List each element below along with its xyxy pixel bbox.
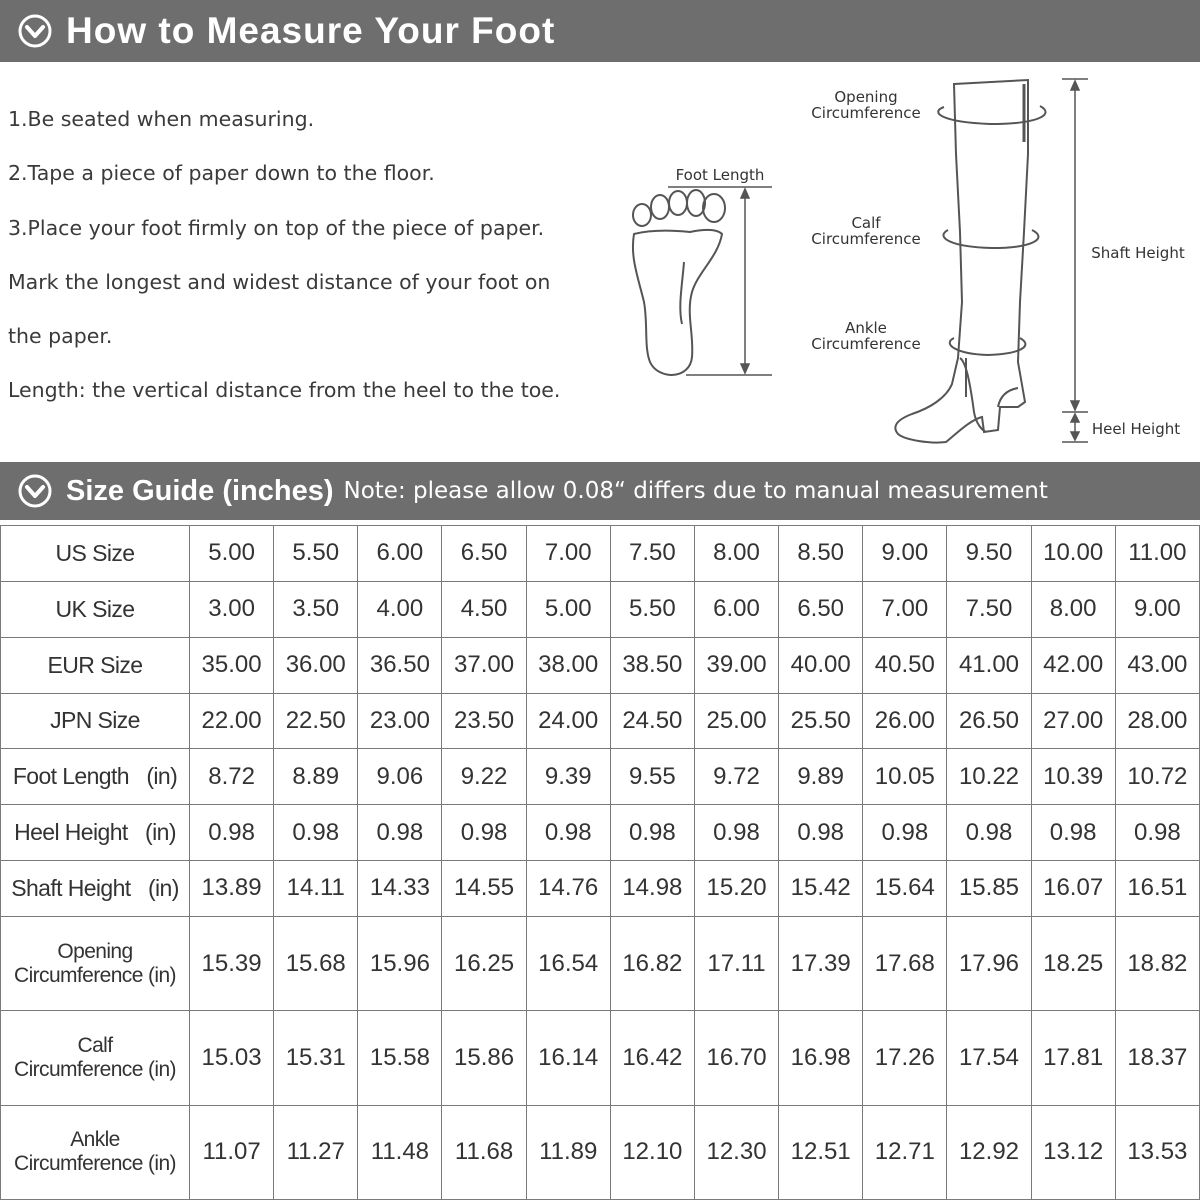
size-cell: 14.55	[442, 861, 526, 917]
row-label: JPN Size	[1, 693, 190, 749]
row-label-line1: Ankle	[70, 1128, 120, 1152]
size-cell: 28.00	[1115, 693, 1199, 749]
size-cell: 25.50	[779, 693, 863, 749]
size-cell: 0.98	[190, 805, 274, 861]
size-cell: 10.22	[947, 749, 1031, 805]
size-cell: 11.68	[442, 1105, 526, 1199]
size-cell: 4.00	[358, 581, 442, 637]
size-guide-header	[0, 462, 1200, 520]
size-cell: 0.98	[947, 805, 1031, 861]
row-label-line1: Calf	[77, 1033, 113, 1057]
size-guide-note: Note: please allow 0.08“ differs due to manual measurement	[343, 478, 1048, 504]
size-cell: 17.54	[947, 1011, 1031, 1105]
row-label	[1, 1105, 190, 1199]
size-cell: 8.72	[190, 749, 274, 805]
size-cell: 22.50	[274, 693, 358, 749]
size-cell: 24.00	[526, 693, 610, 749]
row-label: US Size	[1, 526, 190, 582]
measure-header	[0, 0, 1200, 62]
calf-label-line1: Calf	[851, 214, 881, 232]
table-row	[1, 637, 1200, 693]
size-cell: 16.82	[610, 916, 694, 1010]
size-cell: 5.00	[190, 526, 274, 582]
row-label-line2: Circumference (in)	[14, 1057, 176, 1081]
size-cell: 0.98	[779, 805, 863, 861]
size-table	[0, 525, 1200, 1200]
size-cell: 14.11	[274, 861, 358, 917]
chevron-down-circle-icon	[18, 474, 52, 508]
row-label: Heel Height (in)	[1, 805, 190, 861]
size-cell: 43.00	[1115, 637, 1199, 693]
size-cell: 15.58	[358, 1011, 442, 1105]
size-cell: 36.00	[274, 637, 358, 693]
opening-label-line1: Opening	[834, 88, 898, 106]
table-row	[1, 749, 1200, 805]
size-cell: 40.00	[779, 637, 863, 693]
size-cell: 42.00	[1031, 637, 1115, 693]
instruction-line: Length: the vertical distance from the heel to the toe.	[8, 378, 561, 403]
size-cell: 35.00	[190, 637, 274, 693]
size-cell: 7.50	[947, 581, 1031, 637]
size-cell: 0.98	[526, 805, 610, 861]
size-cell: 6.50	[442, 526, 526, 582]
size-cell: 17.11	[694, 916, 778, 1010]
size-cell: 0.98	[1031, 805, 1115, 861]
size-cell: 6.50	[779, 581, 863, 637]
size-cell: 39.00	[694, 637, 778, 693]
size-cell: 3.00	[190, 581, 274, 637]
size-cell: 0.98	[610, 805, 694, 861]
size-cell: 8.00	[1031, 581, 1115, 637]
instruction-line: Mark the longest and widest distance of your foot on	[8, 269, 551, 294]
size-cell: 9.55	[610, 749, 694, 805]
size-cell: 9.00	[1115, 581, 1199, 637]
size-cell: 3.50	[274, 581, 358, 637]
size-cell: 4.50	[442, 581, 526, 637]
size-cell: 16.70	[694, 1011, 778, 1105]
size-cell: 26.00	[863, 693, 947, 749]
table-row	[1, 693, 1200, 749]
size-cell: 16.07	[1031, 861, 1115, 917]
size-cell: 12.10	[610, 1105, 694, 1199]
ankle-label-line1: Ankle	[845, 319, 887, 337]
size-cell: 16.25	[442, 916, 526, 1010]
foot-length-dimension	[668, 187, 772, 375]
size-cell: 26.50	[947, 693, 1031, 749]
size-cell: 9.06	[358, 749, 442, 805]
size-cell: 11.00	[1115, 526, 1199, 582]
size-cell: 13.89	[190, 861, 274, 917]
size-cell: 24.50	[610, 693, 694, 749]
instruction-line: 1.Be seated when measuring.	[8, 107, 315, 131]
size-cell: 0.98	[442, 805, 526, 861]
table-row	[1, 581, 1200, 637]
size-cell: 23.00	[358, 693, 442, 749]
size-cell: 5.50	[274, 526, 358, 582]
size-cell: 12.30	[694, 1105, 778, 1199]
size-cell: 17.81	[1031, 1011, 1115, 1105]
foot-length-label: Foot Length	[675, 166, 765, 184]
size-guide-title: Size Guide (inches)	[66, 474, 334, 507]
heel-height-label: Heel Height	[1091, 420, 1181, 438]
table-row	[1, 916, 1200, 1010]
size-cell: 40.50	[863, 637, 947, 693]
size-cell: 15.96	[358, 916, 442, 1010]
size-cell: 23.50	[442, 693, 526, 749]
size-cell: 16.14	[526, 1011, 610, 1105]
size-cell: 15.31	[274, 1011, 358, 1105]
size-cell: 6.00	[358, 526, 442, 582]
size-cell: 7.00	[526, 526, 610, 582]
size-cell: 9.22	[442, 749, 526, 805]
size-cell: 9.89	[779, 749, 863, 805]
size-cell: 7.50	[610, 526, 694, 582]
size-cell: 0.98	[863, 805, 947, 861]
size-cell: 9.00	[863, 526, 947, 582]
row-label-line2: Circumference (in)	[14, 963, 176, 987]
size-cell: 9.72	[694, 749, 778, 805]
size-cell: 17.26	[863, 1011, 947, 1105]
size-cell: 15.85	[947, 861, 1031, 917]
size-cell: 11.48	[358, 1105, 442, 1199]
size-cell: 16.51	[1115, 861, 1199, 917]
row-label: Foot Length (in)	[1, 749, 190, 805]
size-cell: 18.25	[1031, 916, 1115, 1010]
table-row	[1, 805, 1200, 861]
boot-outline-icon	[895, 80, 1045, 443]
size-cell: 25.00	[694, 693, 778, 749]
size-cell: 11.89	[526, 1105, 610, 1199]
shaft-height-dimension	[1062, 79, 1088, 442]
size-cell: 12.71	[863, 1105, 947, 1199]
size-cell: 6.00	[694, 581, 778, 637]
instruction-line: 2.Tape a piece of paper down to the floor.	[8, 161, 435, 186]
size-cell: 41.00	[947, 637, 1031, 693]
measure-instructions	[8, 92, 608, 418]
size-cell: 15.03	[190, 1011, 274, 1105]
size-cell: 16.42	[610, 1011, 694, 1105]
size-cell: 10.72	[1115, 749, 1199, 805]
size-cell: 18.82	[1115, 916, 1199, 1010]
size-cell: 0.98	[358, 805, 442, 861]
size-cell: 5.00	[526, 581, 610, 637]
size-cell: 27.00	[1031, 693, 1115, 749]
chevron-down-circle-icon	[18, 14, 52, 48]
table-row	[1, 526, 1200, 582]
size-cell: 17.96	[947, 916, 1031, 1010]
size-cell: 14.76	[526, 861, 610, 917]
size-cell: 15.20	[694, 861, 778, 917]
measure-title: How to Measure Your Foot	[66, 10, 556, 51]
row-label-line1: Opening	[57, 939, 133, 963]
measurement-diagram	[600, 62, 1200, 462]
size-cell: 0.98	[274, 805, 358, 861]
size-cell: 8.50	[779, 526, 863, 582]
row-label	[1, 1011, 190, 1105]
size-cell: 0.98	[694, 805, 778, 861]
size-cell: 7.00	[863, 581, 947, 637]
size-cell: 15.39	[190, 916, 274, 1010]
size-cell: 38.50	[610, 637, 694, 693]
size-cell: 22.00	[190, 693, 274, 749]
size-cell: 13.12	[1031, 1105, 1115, 1199]
table-row	[1, 861, 1200, 917]
foot-outline-icon	[633, 190, 725, 375]
size-cell: 0.98	[1115, 805, 1199, 861]
row-label-line2: Circumference (in)	[14, 1152, 176, 1176]
calf-label-line2: Circumference	[811, 230, 921, 248]
size-cell: 11.27	[274, 1105, 358, 1199]
size-cell: 5.50	[610, 581, 694, 637]
size-cell: 17.39	[779, 916, 863, 1010]
size-cell: 16.98	[779, 1011, 863, 1105]
size-cell: 10.00	[1031, 526, 1115, 582]
size-cell: 18.37	[1115, 1011, 1199, 1105]
row-label: Shaft Height (in)	[1, 861, 190, 917]
size-cell: 14.98	[610, 861, 694, 917]
size-cell: 15.42	[779, 861, 863, 917]
row-label: UK Size	[1, 581, 190, 637]
row-label: EUR Size	[1, 637, 190, 693]
size-cell: 14.33	[358, 861, 442, 917]
size-cell: 37.00	[442, 637, 526, 693]
instruction-line: 3.Place your foot firmly on top of the piece of paper.	[8, 215, 545, 240]
size-cell: 15.86	[442, 1011, 526, 1105]
size-cell: 12.51	[779, 1105, 863, 1199]
size-cell: 9.50	[947, 526, 1031, 582]
table-row	[1, 1011, 1200, 1105]
shaft-height-label: Shaft Height	[1091, 244, 1185, 262]
opening-label-line2: Circumference	[811, 104, 921, 122]
size-cell: 15.68	[274, 916, 358, 1010]
size-cell: 15.64	[863, 861, 947, 917]
ankle-label-line2: Circumference	[811, 335, 921, 353]
size-cell: 36.50	[358, 637, 442, 693]
size-cell: 17.68	[863, 916, 947, 1010]
size-cell: 10.05	[863, 749, 947, 805]
size-cell: 9.39	[526, 749, 610, 805]
size-cell: 10.39	[1031, 749, 1115, 805]
instruction-line: the paper.	[8, 324, 113, 349]
row-label	[1, 916, 190, 1010]
size-cell: 13.53	[1115, 1105, 1199, 1199]
size-cell: 12.92	[947, 1105, 1031, 1199]
size-cell: 8.00	[694, 526, 778, 582]
size-cell: 16.54	[526, 916, 610, 1010]
size-cell: 8.89	[274, 749, 358, 805]
size-cell: 11.07	[190, 1105, 274, 1199]
size-cell: 38.00	[526, 637, 610, 693]
table-row	[1, 1105, 1200, 1199]
